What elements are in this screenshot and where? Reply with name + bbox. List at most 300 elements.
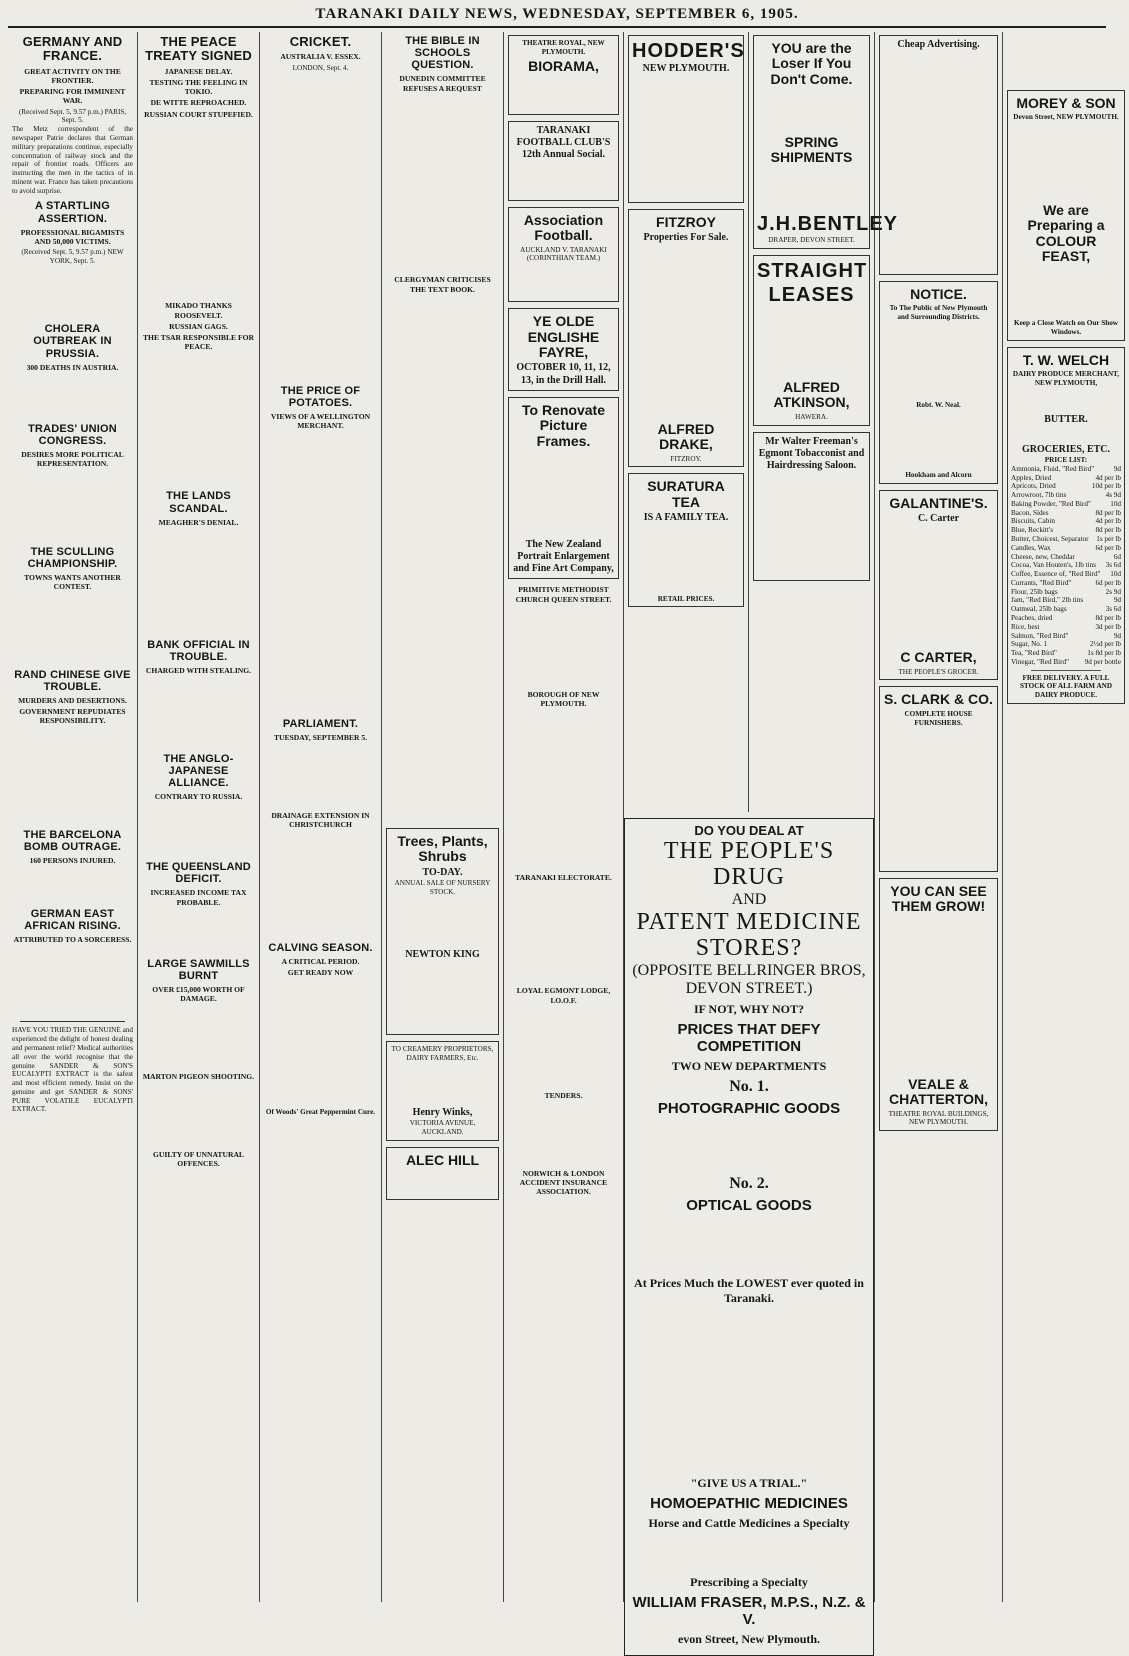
price-item: Blue, Reckitt's	[1011, 526, 1054, 535]
ad-body-placeholder	[883, 917, 994, 1075]
ad-prices-defy: PRICES THAT DEFY COMPETITION	[677, 1020, 821, 1055]
ad-notice-title: NOTICE.	[910, 285, 967, 302]
price-item: Biscuits, Cabin	[1011, 517, 1055, 526]
ad-drake: ALFRED DRAKE,	[657, 420, 715, 453]
ad-hodders	[628, 35, 744, 203]
article-body-placeholder	[142, 354, 255, 486]
article-body-placeholder	[142, 1005, 255, 1066]
ad-and: AND	[731, 890, 767, 908]
ad-portrait-company: The New Zealand Portrait Enlargement and Fine Art Company,	[513, 538, 614, 575]
price-list-row	[1011, 658, 1121, 667]
ad-fitzroy-sub: Properties For Sale.	[643, 231, 729, 243]
ad-atkinson-sub: HAWERA.	[795, 412, 828, 421]
ad-no2: No. 2.	[729, 1174, 769, 1192]
ad-assoc-sub: AUCKLAND V. TARANAKI (CORINTHIAN TEAM.)	[520, 245, 607, 263]
column-3	[260, 32, 382, 1602]
ad-creamery	[386, 1041, 499, 1140]
ad-hookham: Hookham and Alcorn	[905, 470, 972, 479]
price-list-row	[1011, 509, 1121, 518]
notice-body-placeholder	[508, 1007, 619, 1086]
ad-body-placeholder	[757, 308, 866, 378]
column-7	[749, 32, 899, 812]
ad-butter: BUTTER.	[1044, 414, 1088, 425]
price-list-row	[1011, 474, 1121, 483]
subhead-towns: TOWNS WANTS ANOTHER CONTEST.	[24, 572, 121, 592]
price-list-row	[1011, 526, 1121, 535]
headline-startling: A STARTLING ASSERTION.	[35, 200, 110, 225]
ad-cheap-title: Cheap Advertising.	[897, 39, 980, 50]
ad-medicine-stores: PATENT MEDICINE STORES?	[636, 908, 862, 962]
ad-clark	[879, 686, 998, 871]
ad-no1: No. 1.	[729, 1077, 769, 1095]
headline-bible-schools: THE BIBLE IN SCHOOLS QUESTION.	[405, 35, 480, 72]
ad-alec-hill-title: ALEC HILL	[405, 1151, 480, 1168]
price-value: 9d per bottle	[1084, 657, 1121, 666]
ad-notice-sub: To The Public of New Plymouth and Surrounding Districts.	[889, 304, 988, 321]
ad-carter-2-sub: THE PEOPLE'S GROCER.	[898, 667, 979, 676]
ad-retail-prices: RETAIL PRICES.	[657, 594, 715, 603]
ad-give-trial: "GIVE US A TRIAL."	[690, 1475, 808, 1490]
price-item: Candles, Wax	[1011, 543, 1051, 552]
ad-body-placeholder	[1011, 122, 1121, 201]
price-list-row	[1011, 535, 1121, 544]
columns-6-7-top	[624, 32, 899, 812]
ad-spring-shipments: SPRING SHIPMENTS	[770, 134, 853, 166]
price-value: 4d per lb	[1095, 473, 1121, 482]
ad-freeman-title: Mr Walter Freeman's Egmont Tobacconist and Hairdressing Saloon.	[758, 435, 865, 471]
headline-trades-union: TRADES' UNION CONGRESS.	[28, 422, 117, 447]
ad-grow-title: YOU CAN SEE THEM GROW!	[890, 882, 987, 915]
article-body-placeholder	[142, 1083, 255, 1144]
ad-body-placeholder	[883, 51, 994, 271]
column-5	[504, 32, 624, 1602]
ad-biorama: BIORAMA,	[528, 57, 599, 74]
article-body-placeholder	[264, 980, 377, 1103]
article-body-placeholder	[12, 868, 133, 903]
subhead-sorceress: ATTRIBUTED TO A SORCERESS.	[13, 934, 132, 944]
ad-body-placeholder	[631, 1535, 867, 1571]
ad-deal-at: DO YOU DEAL AT	[694, 823, 804, 838]
price-item: Arrowroot, 7lb tins	[1011, 491, 1067, 500]
headline-guilty: GUILTY OF UNNATURAL OFFENCES.	[153, 1149, 244, 1168]
ad-galantine	[879, 490, 998, 681]
subhead-japanese-delay: JAPANESE DELAY.	[164, 66, 233, 76]
ad-body-placeholder	[883, 409, 994, 470]
column-8	[875, 32, 1003, 1602]
ad-body-placeholder	[1011, 426, 1121, 444]
notice-methodist: PRIMITIVE METHODIST CHURCH QUEEN STREET.	[515, 585, 612, 604]
ad-neal: Robt. W. Neal.	[916, 400, 961, 409]
ad-body-placeholder	[1007, 32, 1125, 85]
subhead-de-witte: DE WITTE REPROACHED.	[150, 98, 247, 108]
ad-grow	[879, 878, 998, 1131]
price-value: 3d per lb	[1095, 622, 1121, 631]
ad-body-placeholder	[512, 263, 615, 298]
ad-fitzroy	[628, 209, 744, 468]
columns	[8, 32, 1121, 1646]
ad-prescribing: Prescribing a Specialty	[690, 1574, 808, 1589]
price-value: 6d per lb	[1095, 578, 1121, 587]
article-paris: The Metz correspondent of the newspaper Patrie declares that German military preparations continue, especially concentration of railway stock and the repair of frontier roads. Officers are instructing the men in the tactics of in minent war. France has taken precautions to avoid surprise.	[12, 125, 133, 195]
headline-queensland: THE QUEENSLAND DEFICIT.	[146, 861, 251, 886]
ad-carter-2: C CARTER,	[900, 649, 977, 666]
subhead-income-tax: INCREASED INCOME TAX PROBABLE.	[150, 888, 247, 907]
ad-hodders-title: HODDER'S	[632, 40, 745, 62]
price-item: Salmon, "Red Bird"	[1011, 631, 1069, 640]
ad-trees-plants	[386, 828, 499, 1036]
notice-tenders: TENDERS.	[544, 1090, 583, 1100]
subhead-charged: CHARGED WITH STEALING.	[145, 666, 252, 676]
article-body-placeholder	[386, 296, 499, 823]
price-list-row	[1011, 517, 1121, 526]
subhead-tuesday: TUESDAY, SEPTEMBER 5.	[273, 733, 368, 743]
ad-homeopathic: HOMOEPATHIC MEDICINES	[650, 1494, 848, 1512]
divider	[20, 1021, 125, 1022]
price-list-row	[1011, 570, 1121, 579]
ad-optical: OPTICAL GOODS	[686, 1196, 812, 1214]
price-item: Oatmeal, 25lb bags	[1011, 605, 1067, 614]
price-value: 4d per lb	[1095, 517, 1121, 526]
ad-body-placeholder	[757, 168, 866, 212]
price-value: 1s 8d per lb	[1087, 649, 1121, 658]
price-item: Cocoa, Van Houten's, 1lb tins	[1011, 561, 1097, 570]
price-list-row	[1011, 544, 1121, 553]
ad-peoples-drug: THE PEOPLE'S DRUG	[663, 838, 835, 891]
ad-body-placeholder	[883, 322, 994, 401]
article-body-placeholder	[12, 266, 133, 319]
ad-body-placeholder	[757, 472, 866, 577]
price-list-row	[1011, 596, 1121, 605]
article-body-placeholder	[12, 374, 133, 418]
price-list-row	[1011, 553, 1121, 562]
ad-fitzroy-title: FITZROY	[656, 213, 716, 230]
masthead: TARANAKI DAILY NEWS, WEDNESDAY, SEPTEMBER 6, 1905.	[8, 6, 1106, 28]
headline-barcelona: THE BARCELONA BOMB OUTRAGE.	[23, 829, 122, 854]
subhead-contrary: CONTRARY TO RUSSIA.	[154, 792, 243, 802]
ad-suratura	[628, 473, 744, 607]
price-list-row	[1011, 561, 1121, 570]
price-value: 3s 6d	[1105, 561, 1121, 570]
ad-straight-leases	[753, 255, 870, 426]
headline-anglo-japanese: THE ANGLO-JAPANESE ALLIANCE.	[163, 752, 234, 790]
ad-clark-sub: COMPLETE HOUSE FURNISHERS.	[904, 709, 973, 727]
ad-freeman	[753, 432, 870, 582]
ad-welch	[1007, 347, 1125, 704]
price-list-row	[1011, 500, 1121, 509]
subhead-deaths: 300 DEATHS IN AUSTRIA.	[26, 362, 119, 372]
price-list-row	[1011, 623, 1121, 632]
ad-clark-title: S. CLARK & CO.	[884, 691, 993, 708]
ad-alec-hill	[386, 1147, 499, 1201]
ad-body-placeholder	[390, 961, 495, 1031]
price-item: Tea, "Red Bird"	[1011, 649, 1057, 658]
article-body-placeholder	[142, 803, 255, 856]
article-body-placeholder	[142, 678, 255, 748]
column-2	[138, 32, 260, 1602]
dateline-paris: (Received Sept. 5, 9.57 p.m.) PARIS, Sept. 5.	[18, 107, 127, 125]
headline-marton: MARTON PIGEON SHOOTING.	[142, 1071, 255, 1081]
ad-devon-street: evon Street, New Plymouth.	[677, 1631, 821, 1646]
subhead-damage: OVER £15,000 WORTH OF DAMAGE.	[152, 984, 245, 1004]
subhead-views: VIEWS OF A WELLINGTON MERCHANT.	[270, 411, 371, 431]
price-value: 10d per lb	[1091, 482, 1121, 491]
ad-olde-fayre	[508, 308, 619, 391]
column-6	[624, 32, 749, 812]
ad-theatre-title: THEATRE ROYAL, NEW PLYMOUTH.	[522, 39, 605, 56]
subhead-critical: A CRITICAL PERIOD.	[281, 957, 360, 967]
headline-sawmills: LARGE SAWMILLS BURNT	[147, 957, 250, 982]
price-value: 8d per lb	[1095, 526, 1121, 535]
subhead-tsar: THE TSAR RESPONSIBLE FOR PEACE.	[142, 333, 255, 352]
subhead-government: GOVERNMENT REPUDIATES RESPONSIBILITY.	[19, 707, 126, 726]
price-item: Flour, 25lb bags	[1011, 587, 1058, 596]
article-body-placeholder	[264, 832, 377, 937]
ad-why-not: IF NOT, WHY NOT?	[693, 1001, 804, 1016]
price-item: Baking Powder, "Red Bird"	[1011, 499, 1091, 508]
subhead-activity: GREAT ACTIVITY ON THE FRONTIER.	[24, 66, 121, 85]
subhead-clergyman: CLERGYMAN CRITICISES THE TEXT BOOK.	[394, 275, 491, 294]
ad-fayre-title: YE OLDE ENGLISHE FAYRE,	[527, 313, 600, 361]
price-value: 8d per lb	[1095, 614, 1121, 622]
ad-peoples-drug-store	[624, 818, 874, 1656]
headline-peace-treaty: THE PEACE TREATY SIGNED	[145, 34, 252, 64]
ad-peppermint-cure: Of Woods' Great Peppermint Cure.	[265, 1107, 376, 1116]
subhead-get-ready: GET READY NOW	[287, 968, 354, 978]
ad-atkinson: ALFRED ATKINSON,	[773, 378, 850, 411]
ad-suratura-sub: IS A FAMILY TEA.	[643, 512, 729, 524]
ad-galantine-title: GALANTINE'S.	[889, 494, 988, 511]
ad-trees-title: Trees, Plants, Shrubs	[397, 832, 488, 865]
ad-morey	[1007, 90, 1125, 341]
ad-suratura-title: SURATURA TEA	[647, 478, 725, 510]
ad-renovate-title: To Renovate Picture Frames.	[522, 401, 605, 449]
ad-body-placeholder	[512, 76, 615, 111]
headline-german-east-africa: GERMAN EAST AFRICAN RISING.	[24, 907, 121, 932]
price-value: 9d	[1113, 464, 1121, 473]
notice-norwich: NORWICH & LONDON ACCIDENT INSURANCE ASSOCIATION.	[519, 1168, 608, 1197]
notice-borough: BOROUGH OF NEW PLYMOUTH.	[527, 689, 600, 709]
divider	[1031, 670, 1101, 671]
headline-potatoes: THE PRICE OF POTATOES.	[280, 384, 361, 409]
headline-calving: CALVING SEASON.	[268, 942, 373, 955]
article-body-placeholder	[264, 745, 377, 806]
price-item: Butter, Choicest, Separator	[1011, 534, 1089, 543]
article-body-placeholder	[142, 121, 255, 297]
dateline-london: LONDON, Sept. 4.	[292, 63, 349, 72]
ad-renovate-frames	[508, 397, 619, 580]
price-list-row	[1011, 640, 1121, 649]
price-value: 9d	[1113, 596, 1121, 605]
article-body-placeholder	[264, 432, 377, 713]
ad-hodders-sub: NEW PLYMOUTH.	[642, 63, 730, 75]
price-list-row	[1011, 491, 1121, 500]
ad-newton-king: NEWTON KING	[405, 949, 480, 960]
column-1	[8, 32, 138, 1602]
price-item: Vinegar, "Red Bird"	[1011, 657, 1070, 666]
ad-groceries: GROCERIES, ETC.	[1021, 443, 1111, 455]
ad-creamery-title: TO CREAMERY PROPRIETORS, DAIRY FARMERS, Etc.	[391, 1045, 494, 1063]
price-item: Bacon, Sides	[1011, 508, 1049, 517]
subhead-mikado: MIKADO THANKS ROOSEVELT.	[165, 301, 232, 320]
ad-body-placeholder	[631, 1121, 867, 1175]
price-list-row	[1011, 579, 1121, 588]
column-9	[1003, 32, 1129, 1602]
ad-body-placeholder	[390, 1170, 495, 1196]
ad-trees-today: TO-DAY.	[422, 866, 463, 878]
subhead-australia-essex: AUSTRALIA V. ESSEX.	[280, 52, 361, 62]
article-body-placeholder	[12, 470, 133, 540]
column-4	[382, 32, 504, 1602]
price-list-row	[1011, 482, 1121, 491]
price-list-row	[1011, 605, 1121, 614]
price-value: 6d per lb	[1095, 543, 1121, 552]
ad-body-placeholder	[1011, 266, 1121, 319]
ad-body-placeholder	[390, 896, 495, 949]
ad-body-placeholder	[390, 1063, 495, 1107]
ad-lowest: At Prices Much the LOWEST ever quoted in Taranaki.	[634, 1275, 864, 1305]
price-item: Ammonia, Fluid, "Red Bird"	[1011, 464, 1095, 473]
ad-veale: VEALE & CHATTERTON,	[888, 1075, 989, 1108]
price-value: 4s 9d	[1105, 491, 1121, 500]
ad-bentley-sub: DRAPER, DEVON STREET.	[768, 236, 855, 245]
headline-germany-france: GERMANY AND FRANCE.	[22, 34, 123, 64]
ad-william-fraser: WILLIAM FRASER, M.P.S., N.Z. & V.	[632, 1593, 866, 1628]
price-item: Rice, best	[1011, 622, 1040, 631]
ad-body-placeholder	[632, 524, 740, 594]
price-value: 10d	[1110, 499, 1121, 508]
subhead-160-injured: 160 PERSONS INJURED.	[29, 856, 116, 866]
ad-loser-title: YOU are the Loser If You Don't Come.	[770, 40, 853, 87]
ad-morey-sub: Devon Street, NEW PLYMOUTH.	[1013, 113, 1119, 122]
price-item: Coffee, Essence of, "Red Bird"	[1011, 570, 1101, 579]
article-body-placeholder	[12, 946, 133, 1016]
ad-photographic: PHOTOGRAPHIC GOODS	[657, 1099, 841, 1117]
ad-assoc-title: Association Football.	[523, 211, 604, 244]
article-body-placeholder	[142, 529, 255, 634]
notice-egmont-lodge: LOYAL EGMONT LODGE, I.O.O.F.	[516, 986, 611, 1005]
subhead-bigamists: PROFESSIONAL BIGAMISTS AND 50,000 VICTIMS.	[20, 227, 125, 246]
price-item: Peaches, dried	[1011, 614, 1053, 622]
ad-theatre-royal	[508, 35, 619, 115]
subhead-testing: TESTING THE FEELING IN TOKIO.	[149, 77, 248, 97]
ad-annual-sale: ANNUAL SALE OF NURSERY STOCK.	[394, 878, 491, 896]
ad-body-placeholder	[1011, 388, 1121, 414]
ad-keep-watch: Keep a Close Watch on Our Show Windows.	[1014, 319, 1118, 336]
price-list-row	[1011, 649, 1121, 658]
price-value: 1s per lb	[1096, 534, 1121, 543]
ad-veale-sub: THEATRE ROYAL BUILDINGS, NEW PLYMOUTH.	[888, 1109, 989, 1127]
price-list-row	[1011, 614, 1121, 623]
headline-parliament: PARLIAMENT.	[282, 718, 359, 731]
headline-cricket: CRICKET.	[289, 34, 352, 49]
article-body-placeholder	[386, 95, 499, 271]
notice-body-placeholder	[508, 710, 619, 868]
ad-fayre-date: OCTOBER 10, 11, 12, 13, in the Drill Hall.	[516, 362, 611, 386]
price-value: 10d	[1110, 570, 1121, 579]
price-item: Apples, Dried	[1011, 473, 1052, 482]
price-list-row	[1011, 632, 1121, 641]
ad-loser	[753, 35, 899, 249]
headline-sculling: THE SCULLING CHAMPIONSHIP.	[27, 545, 118, 570]
headline-rand-chinese: RAND CHINESE GIVE TROUBLE.	[14, 668, 131, 693]
ad-carter: C. Carter	[917, 513, 960, 525]
ad-body-placeholder	[631, 1310, 867, 1472]
price-value: 2½d per lb	[1090, 640, 1121, 649]
ad-body-placeholder	[512, 162, 615, 197]
ad-association-football	[508, 207, 619, 302]
ad-straight-title: STRAIGHT LEASES	[757, 259, 868, 307]
ad-cheap-advertising	[879, 35, 998, 275]
subhead-desires: DESIRES MORE POLITICAL REPRESENTATION.	[21, 449, 124, 469]
ad-body-placeholder	[512, 451, 615, 539]
headline-cholera: CHOLERA OUTBREAK IN PRUSSIA.	[33, 323, 112, 360]
ad-football-title: TARANAKI FOOTBALL CLUB'S 12th Annual Social.	[516, 125, 611, 161]
ad-horse-cattle: Horse and Cattle Medicines a Specialty	[648, 1515, 850, 1530]
subhead-war: PREPARING FOR IMMINENT WAR.	[19, 87, 126, 106]
price-value: 8d per lb	[1095, 508, 1121, 517]
ad-body-placeholder	[631, 1218, 867, 1272]
ad-winks-address: VICTORIA AVENUE, AUCKLAND.	[409, 1119, 476, 1136]
ad-morey-title: MOREY & SON	[1016, 94, 1116, 111]
headline-lands-scandal: THE LANDS SCANDAL.	[166, 490, 231, 515]
ad-bentley-title: J.H.BENTLEY	[757, 212, 899, 235]
price-item: Apricots, Dried	[1011, 482, 1056, 491]
ad-opposite: (OPPOSITE BELLRINGER BROS, DEVON STREET.)	[632, 961, 866, 997]
subhead-dunedin: DUNEDIN COMMITTEE REFUSES A REQUEST	[399, 74, 486, 93]
price-value: 6d	[1113, 552, 1121, 561]
ad-body-placeholder	[883, 727, 994, 868]
ad-henry-winks: Henry Winks,	[412, 1106, 473, 1118]
price-list-row	[1011, 588, 1121, 597]
price-value: 2s 9d	[1105, 587, 1121, 596]
subhead-russian-court: RUSSIAN COURT STUPEFIED.	[144, 109, 253, 119]
ad-prices-footer: FREE DELIVERY. A FULL STOCK OF ALL FARM AND DAIRY PRODUCE.	[1019, 673, 1113, 700]
ad-eucalypti: HAVE YOU TRIED THE GENUINE and experienced the delight of honest dealing and permanent relief? Medical authorities all over the world recognise that the genuine SANDER & SON'S EUCALYPTI EXTRACT is the safest and most efficient remedy. Insist on the genuine and get SANDER & SONS' PURE VOLATILE EUCALYPTI EXTRACT.	[12, 1026, 133, 1114]
price-item: Jam, "Red Bird," 2lb tins	[1011, 596, 1084, 605]
subhead-russian-gags: RUSSIAN GAGS.	[169, 321, 228, 331]
ad-two-departments: TWO NEW DEPARTMENTS	[671, 1058, 827, 1073]
price-item: Cheese, new, Cheddar	[1011, 552, 1075, 561]
price-value: 9d	[1113, 631, 1121, 640]
subhead-meagher: MEAGHER'S DENIAL.	[158, 517, 239, 527]
price-item: Currants, "Red Bird"	[1011, 578, 1072, 587]
price-list-row	[1011, 465, 1121, 474]
notice-electorate: TARANAKI ELECTORATE.	[515, 873, 612, 883]
article-body-placeholder	[12, 593, 133, 663]
ad-welch-sub: DAIRY PRODUCE MERCHANT, NEW PLYMOUTH,	[1012, 370, 1120, 387]
ad-body-placeholder	[632, 76, 740, 199]
columns-6-7	[624, 32, 899, 1646]
price-item: Sugar, No. 1	[1011, 640, 1048, 649]
ad-welch-title: T. W. WELCH	[1022, 351, 1110, 368]
ad-body-placeholder	[883, 525, 994, 648]
notice-body-placeholder	[508, 1102, 619, 1163]
subhead-drainage: DRAINAGE EXTENSION IN CHRISTCHURCH	[271, 811, 370, 830]
price-list	[1011, 465, 1121, 667]
ad-football-social	[508, 121, 619, 201]
headline-bank-official: BANK OFFICIAL IN TROUBLE.	[147, 639, 250, 664]
ad-body-placeholder	[757, 89, 866, 133]
article-body-placeholder	[142, 909, 255, 953]
ad-body-placeholder	[632, 244, 740, 420]
notice-body-placeholder	[508, 606, 619, 685]
ad-notice	[879, 281, 998, 484]
ad-price-list-title: PRICE LIST:	[1044, 455, 1088, 464]
dateline-ny: (Received Sept. 5, 9.57 p.m.) NEW YORK, Sept. 5.	[21, 248, 124, 265]
notice-body-placeholder	[508, 885, 619, 982]
article-body-placeholder	[264, 72, 377, 379]
subhead-murders: MURDERS AND DESERTIONS.	[18, 695, 127, 705]
